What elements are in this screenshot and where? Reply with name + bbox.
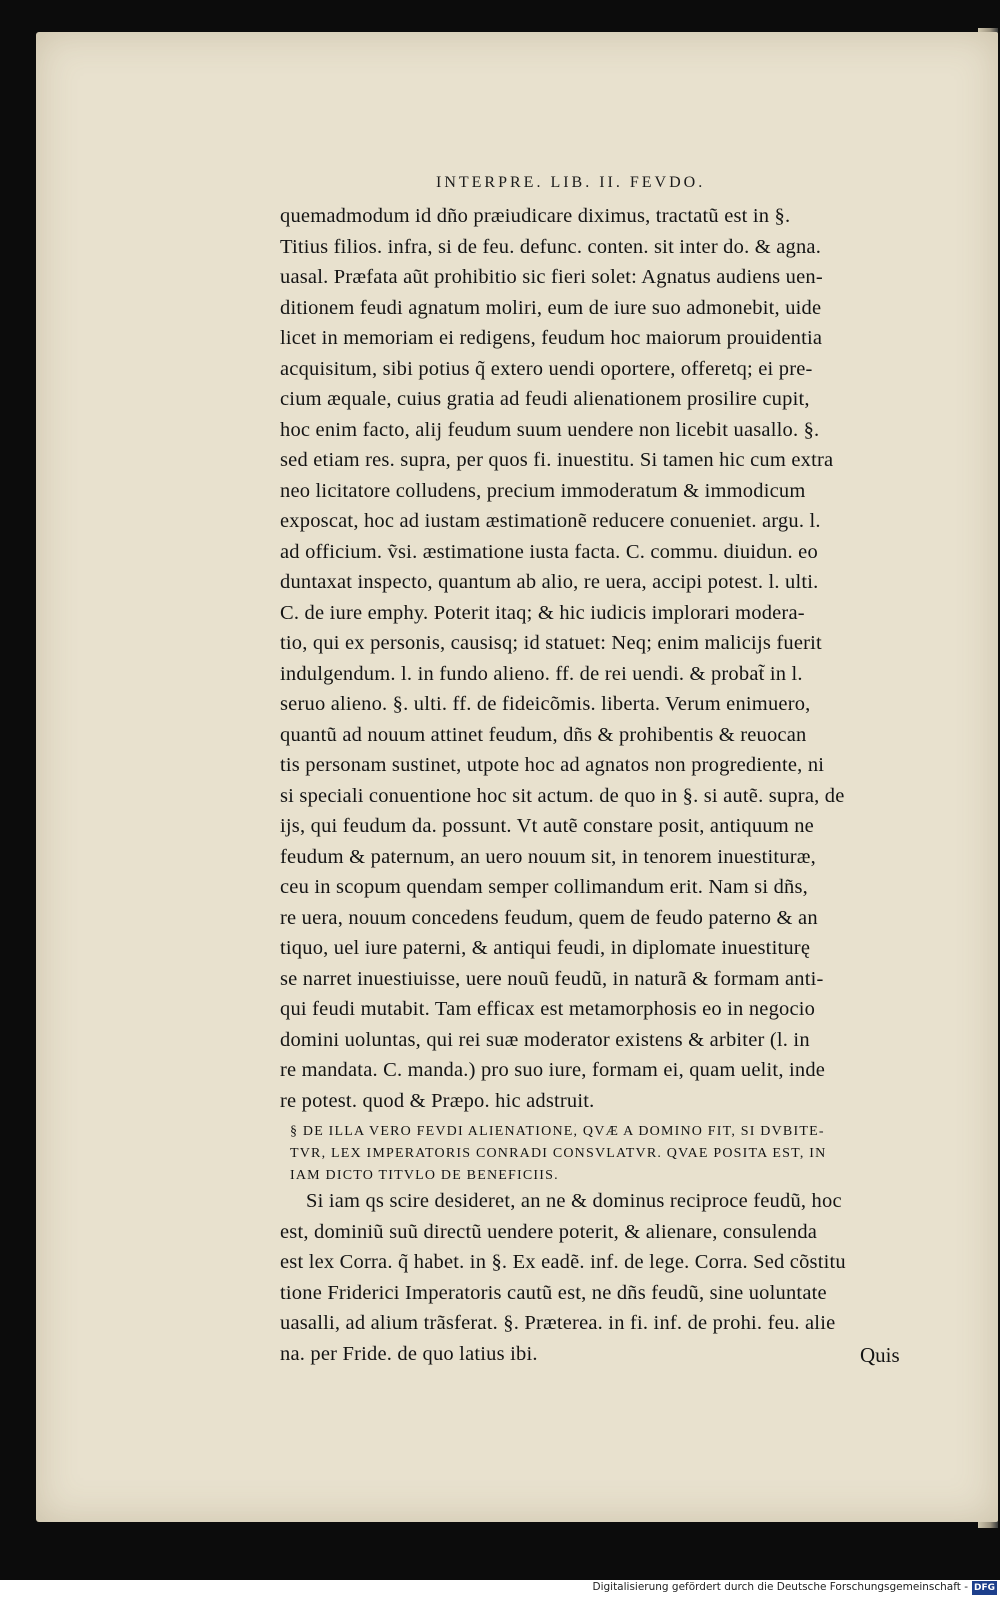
- text-line: tiquo, uel iure paterni, & antiqui feudi, in diplomate inuestiturę: [280, 937, 811, 959]
- text-line: re potest. quod & Præpo. hic adstruit.: [280, 1090, 595, 1112]
- heading-line: § DE ILLA VERO FEVDI ALIENATIONE, QVÆ A DOMINO FIT, SI DVBITE-: [290, 1124, 825, 1139]
- text-line: uasal. Præfata aũt prohibitio sic fieri solet: Agnatus audiens uen-: [280, 266, 823, 288]
- text-line: sed etiam res. supra, per quos fi. inuestitu. Si tamen hic cum extra: [280, 449, 834, 471]
- text-line: Titius filios. infra, si de feu. defunc. conten. sit inter do. & agna.: [280, 236, 822, 258]
- text-line: feudum & paternum, an uero nouum sit, in tenorem inuestituræ,: [280, 846, 816, 868]
- text-line: neo licitatore colludens, precium immoderatum & immodicum: [280, 480, 806, 502]
- text-line: tio, qui ex personis, causisq; id statuet: Neq; enim malicijs fuerit: [280, 632, 822, 654]
- dfg-logo-icon: DFG: [973, 1583, 995, 1593]
- text-line: acquisitum, sibi potius q̃ extero uendi oportere, offeretq; ei pre-: [280, 358, 813, 380]
- catchword: Quis: [860, 1343, 900, 1367]
- text-line: tis personam sustinet, utpote hoc ad agnatos non progrediente, ni: [280, 754, 825, 776]
- text-line: re uera, nouum concedens feudum, quem de feudo paterno & an: [280, 907, 818, 929]
- text-line: hoc enim facto, alij feudum suum uendere non licebit uasallo. §.: [280, 419, 820, 441]
- text-line: duntaxat inspecto, quantum ab alio, re uera, accipi potest. l. ulti.: [280, 571, 819, 593]
- text-line: tione Friderici Imperatoris cautũ est, ne dñs feudũ, sine uoluntate: [280, 1282, 827, 1304]
- text-line: ceu in scopum quendam semper collimandum erit. Nam si dñs,: [280, 876, 808, 898]
- text-line: qui feudi mutabit. Tam efficax est metamorphosis eo in negocio: [280, 998, 816, 1020]
- digitization-credit: Digitalisierung gefördert durch die Deutsche Forschungsgemeinschaft -: [592, 1581, 968, 1593]
- heading-line: TVR, LEX IMPERATORIS CONRADI CONSVLATVR. QVAE POSITA EST, IN: [290, 1146, 827, 1161]
- text-line: indulgendum. l. in fundo alieno. ff. de rei uendi. & probat̃ in l.: [280, 663, 803, 685]
- heading-line: IAM DICTO TITVLO DE BENEFICIIS.: [290, 1168, 559, 1183]
- text-line: ijs, qui feudum da. possunt. Vt autẽ constare posit, antiquum ne: [280, 815, 814, 837]
- text-line: seruo alieno. §. ulti. ff. de fideicõmis. liberta. Verum enimuero,: [280, 693, 811, 715]
- text-line: domini uoluntas, qui rei suæ moderator existens & arbiter (l. in: [280, 1029, 810, 1051]
- text-line: si speciali conuentione hoc sit actum. de quo in §. si autẽ. supra, de: [280, 785, 845, 807]
- text-line: na. per Fride. de quo latius ibi.: [280, 1343, 538, 1365]
- text-line: quantũ ad nouum attinet feudum, dñs & prohibentis & reuocan: [280, 724, 807, 746]
- text-line: est, dominiũ suũ directũ uendere poterit, & alienare, consulenda: [280, 1221, 818, 1243]
- text-line: ditionem feudi agnatum moliri, eum de iure suo admonebit, uide: [280, 297, 822, 319]
- running-header: INTERPRE. LIB. II. FEVDO.: [436, 174, 706, 191]
- text-line: quemadmodum id dño præiudicare diximus, tractatũ est in §.: [280, 205, 791, 227]
- text-line: cium æquale, cuius gratia ad feudi alienationem prosilire cupit,: [280, 388, 810, 410]
- text-line: licet in memoriam ei redigens, feudum hoc maiorum prouidentia: [280, 327, 823, 349]
- text-line: exposcat, hoc ad iustam æstimationẽ reducere conueniet. argu. l.: [280, 510, 821, 532]
- text-line: re mandata. C. manda.) pro suo iure, formam ei, quam uelit, inde: [280, 1059, 826, 1081]
- text-line: ad officium. ṽsi. æstimatione iusta facta. C. commu. diuidun. eo: [280, 541, 818, 563]
- text-line: C. de iure emphy. Poterit itaq; & hic iudicis implorari modera-: [280, 602, 805, 624]
- text-line: uasalli, ad alium trãsferat. §. Præterea. in fi. inf. de prohi. feu. alie: [280, 1312, 836, 1334]
- text-line: est lex Corra. q̃ habet. in §. Ex eadẽ. inf. de lege. Corra. Sed cõstitu: [280, 1251, 846, 1273]
- text-line: se narret inuestiuisse, uere nouũ feudũ, in naturã & formam anti-: [280, 968, 824, 990]
- text-line: Si iam qs scire desideret, an ne & dominus reciproce feudũ, hoc: [306, 1190, 842, 1212]
